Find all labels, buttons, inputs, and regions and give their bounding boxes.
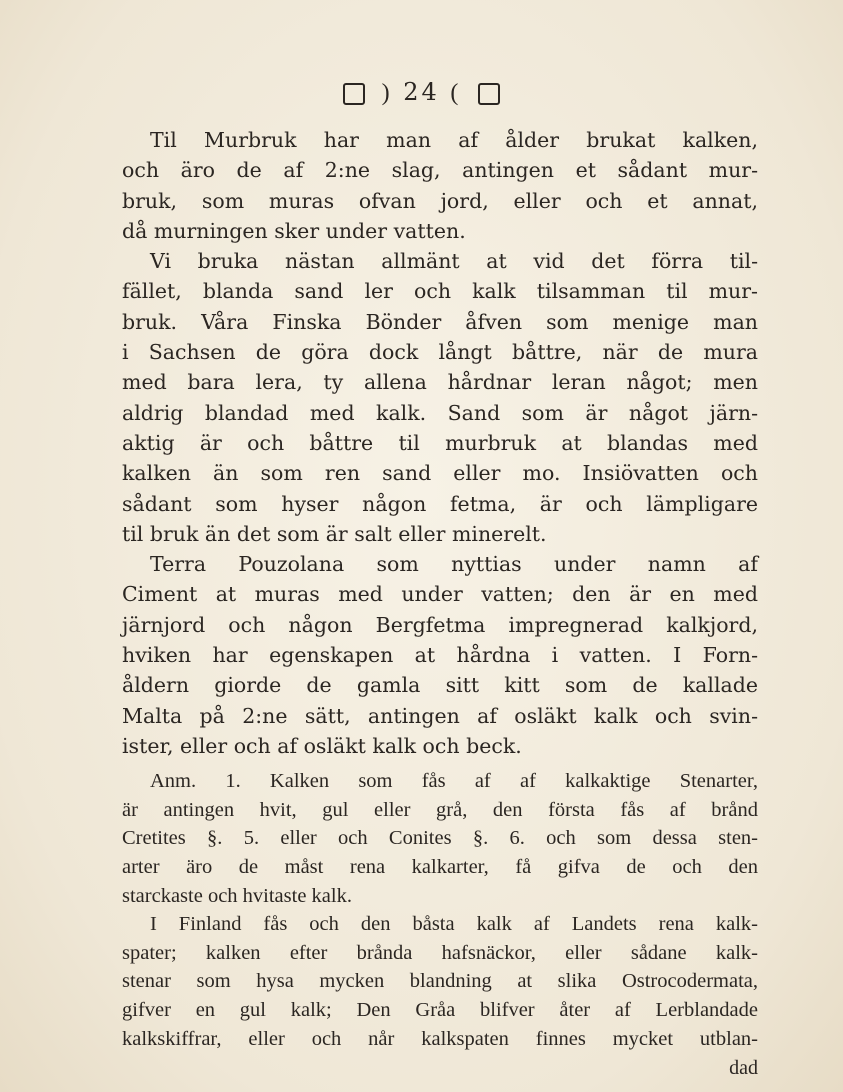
note-line: gifver en gul kalk; Den Gråa blifver åter af Lerblandade — [122, 998, 758, 1021]
note-line: är antingen hvit, gul eller grå, den första fås af brånd — [122, 798, 758, 821]
header-right-paren: ( — [450, 80, 462, 106]
note-line: starckaste och hvitaste kalk. — [122, 884, 352, 907]
paragraph-pouzolana — [122, 549, 758, 761]
note-line: kalkskiffrar, eller och når kalkspaten finnes mycket utblan- — [122, 1027, 758, 1050]
text-line: järnjord och någon Bergfetma impregnerad kalkjord, — [122, 612, 758, 637]
text-line: Vi bruka nästan allmänt at vid det förra til- — [150, 249, 758, 274]
text-line: i Sachsen de göra dock långt båttre, när de mura — [122, 340, 758, 365]
text-line: aktig är och båttre til murbruk at blandas med — [122, 430, 758, 455]
text-line: ister, eller och af osläkt kalk och beck. — [122, 733, 522, 758]
text-line: fället, blanda sand ler och kalk tilsamman til mur- — [122, 279, 758, 304]
text-line: åldern giorde de gamla sitt kitt som de kallade — [122, 673, 758, 698]
paragraph-murbruk — [122, 125, 758, 246]
text-line: til bruk än det som är salt eller minerelt. — [122, 521, 547, 546]
text-line: och äro de af 2:ne slag, antingen et sådant mur- — [122, 158, 758, 183]
note-anm — [122, 767, 758, 910]
page-header — [0, 78, 843, 107]
ornament-icon-right — [478, 83, 500, 105]
text-line: kalken än som ren sand eller mo. Insiövatten och — [122, 461, 758, 486]
text-line: bruk, som muras ofvan jord, eller och et annat, — [122, 188, 758, 213]
note-line: spater; kalken efter brånda hafsnäckor, eller sådane kalk- — [122, 941, 758, 964]
note-finland — [122, 910, 758, 1053]
text-line: då murningen sker under vatten. — [122, 218, 466, 243]
text-line: hviken har egenskapen at hårdna i vatten. I Forn- — [122, 643, 758, 668]
paragraph-sand — [122, 246, 758, 549]
page-number: 24 — [403, 78, 440, 106]
note-line: arter äro de måst rena kalkarter, få gifva de och den — [122, 856, 758, 879]
note-line: I Finland fås och den båsta kalk af Landets rena kalk- — [150, 913, 758, 936]
ornament-icon-left — [343, 83, 365, 105]
body-text — [122, 125, 758, 1080]
header-left-paren: ) — [381, 80, 393, 106]
text-line: Terra Pouzolana som nyttias under namn af — [150, 552, 758, 577]
text-line: med bara lera, ty allena hårdnar leran något; men — [122, 370, 758, 395]
text-line: Malta på 2:ne sätt, antingen af osläkt kalk och svin- — [122, 703, 758, 728]
note-line: Anm. 1. Kalken som fås af af kalkaktige Stenarter, — [150, 770, 758, 793]
text-line: sådant som hyser någon fetma, är och lämpligare — [122, 491, 758, 516]
text-line: bruk. Våra Finska Bönder åfven som menige man — [122, 309, 758, 334]
text-line: Til Murbruk har man af ålder brukat kalken, — [150, 128, 758, 152]
note-line: stenar som hysa mycken blandning at slika Ostrocodermata, — [122, 970, 758, 993]
text-line: Ciment at muras med under vatten; den är en med — [122, 582, 758, 607]
text-line: aldrig blandad med kalk. Sand som är något järn- — [122, 400, 758, 425]
note-line: Cretites §. 5. eller och Conites §. 6. och som dessa sten- — [122, 827, 758, 850]
catchword: dad — [729, 1057, 758, 1080]
